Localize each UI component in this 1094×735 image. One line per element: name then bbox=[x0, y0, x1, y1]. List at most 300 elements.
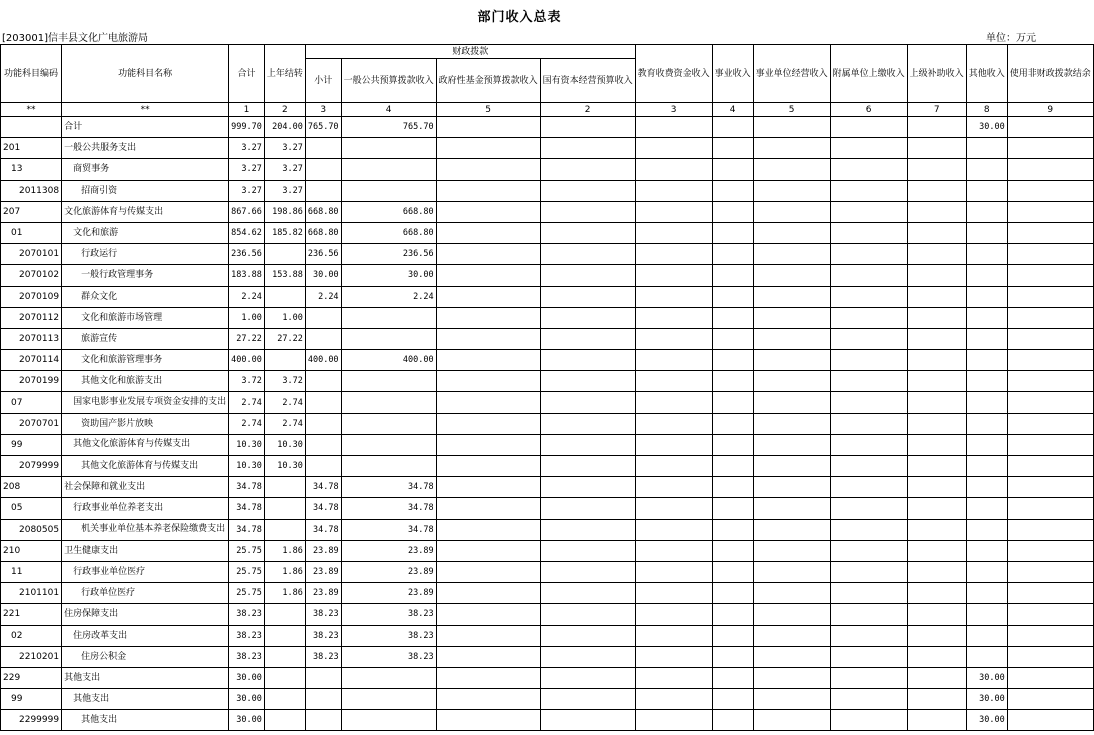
cell-non-fiscal bbox=[1007, 710, 1093, 731]
cell-carry bbox=[264, 604, 305, 625]
cell-operation bbox=[753, 540, 830, 561]
cell-total: 2.74 bbox=[229, 413, 265, 434]
cell-other: 30.00 bbox=[966, 710, 1007, 731]
cell-affiliate bbox=[830, 413, 907, 434]
cell-edu-fee bbox=[635, 371, 712, 392]
cell-subtotal: 38.23 bbox=[305, 604, 341, 625]
cell-state-capital bbox=[540, 604, 635, 625]
cell-fund bbox=[436, 456, 540, 477]
cell-carry bbox=[264, 625, 305, 646]
header-other: 其他收入 bbox=[966, 45, 1007, 103]
cell-name: 文化和旅游 bbox=[62, 222, 229, 243]
cell-non-fiscal bbox=[1007, 201, 1093, 222]
cell-affiliate bbox=[830, 350, 907, 371]
table-row bbox=[1, 434, 1094, 455]
cell-non-fiscal bbox=[1007, 392, 1093, 413]
cell-non-fiscal bbox=[1007, 456, 1093, 477]
cell-code: 221 bbox=[1, 604, 62, 625]
cell-state-capital bbox=[540, 244, 635, 265]
cell-other bbox=[966, 477, 1007, 498]
cell-total: 3.27 bbox=[229, 138, 265, 159]
cell-state-capital bbox=[540, 646, 635, 667]
cell-operation bbox=[753, 583, 830, 604]
cell-other bbox=[966, 583, 1007, 604]
cell-other bbox=[966, 244, 1007, 265]
cell-fund bbox=[436, 689, 540, 710]
cell-fund bbox=[436, 434, 540, 455]
cell-name: 其他文化旅游体育与传媒支出 bbox=[62, 434, 229, 455]
cell-business bbox=[712, 328, 753, 349]
cell-non-fiscal bbox=[1007, 286, 1093, 307]
cell-total: 30.00 bbox=[229, 667, 265, 688]
cell-code: 05 bbox=[1, 498, 62, 519]
cell-name: 群众文化 bbox=[62, 286, 229, 307]
cell-carry: 1.86 bbox=[264, 583, 305, 604]
cell-other bbox=[966, 286, 1007, 307]
header-business: 事业收入 bbox=[712, 45, 753, 103]
cell-other bbox=[966, 350, 1007, 371]
cell-name: 国家电影事业发展专项资金安排的支出 bbox=[62, 392, 229, 413]
cell-business bbox=[712, 180, 753, 201]
cell-total: 3.27 bbox=[229, 159, 265, 180]
cell-name: 资助国产影片放映 bbox=[62, 413, 229, 434]
cell-fund bbox=[436, 307, 540, 328]
cell-code: 07 bbox=[1, 392, 62, 413]
cell-superior bbox=[907, 710, 966, 731]
header-state-capital: 国有资本经营预算收入 bbox=[540, 59, 635, 103]
cell-business bbox=[712, 307, 753, 328]
table-row bbox=[1, 667, 1094, 688]
cell-operation bbox=[753, 646, 830, 667]
cell-total: 854.62 bbox=[229, 222, 265, 243]
cell-subtotal: 23.89 bbox=[305, 583, 341, 604]
column-index-cell: 5 bbox=[436, 103, 540, 117]
cell-superior bbox=[907, 328, 966, 349]
cell-non-fiscal bbox=[1007, 350, 1093, 371]
cell-carry: 10.30 bbox=[264, 456, 305, 477]
cell-state-capital bbox=[540, 540, 635, 561]
cell-carry bbox=[264, 667, 305, 688]
cell-subtotal bbox=[305, 328, 341, 349]
header-general: 一般公共预算拨款收入 bbox=[341, 59, 436, 103]
cell-superior bbox=[907, 625, 966, 646]
table-row bbox=[1, 244, 1094, 265]
cell-code: 01 bbox=[1, 222, 62, 243]
table-row bbox=[1, 159, 1094, 180]
cell-superior bbox=[907, 667, 966, 688]
cell-affiliate bbox=[830, 583, 907, 604]
cell-edu-fee bbox=[635, 244, 712, 265]
cell-total: 25.75 bbox=[229, 540, 265, 561]
cell-fund bbox=[436, 222, 540, 243]
cell-state-capital bbox=[540, 286, 635, 307]
cell-code: 201 bbox=[1, 138, 62, 159]
cell-total: 38.23 bbox=[229, 625, 265, 646]
cell-operation bbox=[753, 244, 830, 265]
organization-label: [203001]信丰县文化广电旅游局 bbox=[2, 33, 148, 44]
cell-affiliate bbox=[830, 710, 907, 731]
column-index-cell: 6 bbox=[830, 103, 907, 117]
cell-general: 38.23 bbox=[341, 625, 436, 646]
cell-state-capital bbox=[540, 561, 635, 582]
cell-carry: 1.86 bbox=[264, 540, 305, 561]
cell-carry bbox=[264, 477, 305, 498]
cell-fund bbox=[436, 328, 540, 349]
table-row bbox=[1, 456, 1094, 477]
cell-affiliate bbox=[830, 159, 907, 180]
cell-fund bbox=[436, 138, 540, 159]
cell-operation bbox=[753, 689, 830, 710]
cell-edu-fee bbox=[635, 689, 712, 710]
cell-fund bbox=[436, 498, 540, 519]
cell-total: 34.78 bbox=[229, 519, 265, 540]
cell-superior bbox=[907, 244, 966, 265]
column-index-cell: 9 bbox=[1007, 103, 1093, 117]
cell-operation bbox=[753, 667, 830, 688]
cell-other: 30.00 bbox=[966, 689, 1007, 710]
column-index-cell: 5 bbox=[753, 103, 830, 117]
cell-affiliate bbox=[830, 498, 907, 519]
table-row bbox=[1, 561, 1094, 582]
cell-subtotal bbox=[305, 180, 341, 201]
cell-general: 38.23 bbox=[341, 604, 436, 625]
cell-total: 999.70 bbox=[229, 117, 265, 138]
cell-code: 2070113 bbox=[1, 328, 62, 349]
column-index-cell: 4 bbox=[712, 103, 753, 117]
cell-general bbox=[341, 413, 436, 434]
cell-non-fiscal bbox=[1007, 138, 1093, 159]
cell-general: 34.78 bbox=[341, 477, 436, 498]
cell-edu-fee bbox=[635, 519, 712, 540]
cell-code: 2070112 bbox=[1, 307, 62, 328]
cell-business bbox=[712, 222, 753, 243]
column-index-cell: 3 bbox=[635, 103, 712, 117]
cell-business bbox=[712, 477, 753, 498]
cell-general: 30.00 bbox=[341, 265, 436, 286]
table-row bbox=[1, 117, 1094, 138]
cell-name: 机关事业单位基本养老保险缴费支出 bbox=[62, 519, 229, 540]
cell-code: 2070101 bbox=[1, 244, 62, 265]
cell-carry bbox=[264, 498, 305, 519]
cell-name: 招商引资 bbox=[62, 180, 229, 201]
cell-code: 02 bbox=[1, 625, 62, 646]
cell-subtotal: 23.89 bbox=[305, 540, 341, 561]
cell-non-fiscal bbox=[1007, 117, 1093, 138]
cell-non-fiscal bbox=[1007, 625, 1093, 646]
cell-edu-fee bbox=[635, 710, 712, 731]
cell-superior bbox=[907, 222, 966, 243]
cell-general: 2.24 bbox=[341, 286, 436, 307]
cell-business bbox=[712, 371, 753, 392]
cell-non-fiscal bbox=[1007, 646, 1093, 667]
cell-business bbox=[712, 265, 753, 286]
cell-other bbox=[966, 307, 1007, 328]
cell-state-capital bbox=[540, 328, 635, 349]
cell-total: 10.30 bbox=[229, 456, 265, 477]
cell-edu-fee bbox=[635, 117, 712, 138]
cell-state-capital bbox=[540, 180, 635, 201]
cell-edu-fee bbox=[635, 265, 712, 286]
cell-carry bbox=[264, 519, 305, 540]
cell-other bbox=[966, 456, 1007, 477]
cell-affiliate bbox=[830, 265, 907, 286]
cell-total: 3.72 bbox=[229, 371, 265, 392]
cell-operation bbox=[753, 456, 830, 477]
cell-other: 30.00 bbox=[966, 117, 1007, 138]
cell-total: 2.24 bbox=[229, 286, 265, 307]
cell-name: 住房保障支出 bbox=[62, 604, 229, 625]
cell-name: 住房改革支出 bbox=[62, 625, 229, 646]
cell-state-capital bbox=[540, 689, 635, 710]
cell-name: 商贸事务 bbox=[62, 159, 229, 180]
cell-general bbox=[341, 307, 436, 328]
header-non-fiscal: 使用非财政拨款结余 bbox=[1007, 45, 1093, 103]
table-row bbox=[1, 392, 1094, 413]
cell-subtotal: 34.78 bbox=[305, 498, 341, 519]
header-subtotal: 小计 bbox=[305, 59, 341, 103]
column-index-cell: 8 bbox=[966, 103, 1007, 117]
cell-state-capital bbox=[540, 625, 635, 646]
cell-operation bbox=[753, 392, 830, 413]
cell-business bbox=[712, 244, 753, 265]
cell-business bbox=[712, 561, 753, 582]
cell-code: 2101101 bbox=[1, 583, 62, 604]
cell-name: 其他文化旅游体育与传媒支出 bbox=[62, 456, 229, 477]
cell-carry: 185.82 bbox=[264, 222, 305, 243]
cell-fund bbox=[436, 604, 540, 625]
cell-general: 236.56 bbox=[341, 244, 436, 265]
cell-business bbox=[712, 646, 753, 667]
cell-affiliate bbox=[830, 201, 907, 222]
cell-superior bbox=[907, 519, 966, 540]
cell-state-capital bbox=[540, 710, 635, 731]
cell-operation bbox=[753, 286, 830, 307]
cell-other bbox=[966, 180, 1007, 201]
cell-fund bbox=[436, 371, 540, 392]
cell-state-capital bbox=[540, 667, 635, 688]
cell-affiliate bbox=[830, 328, 907, 349]
table-row bbox=[1, 646, 1094, 667]
header-affiliate: 附属单位上缴收入 bbox=[830, 45, 907, 103]
cell-affiliate bbox=[830, 519, 907, 540]
cell-name: 其他支出 bbox=[62, 667, 229, 688]
cell-affiliate bbox=[830, 222, 907, 243]
cell-code: 208 bbox=[1, 477, 62, 498]
header-fund: 政府性基金预算拨款收入 bbox=[436, 59, 540, 103]
cell-state-capital bbox=[540, 307, 635, 328]
cell-business bbox=[712, 413, 753, 434]
cell-affiliate bbox=[830, 392, 907, 413]
cell-superior bbox=[907, 201, 966, 222]
cell-code: 13 bbox=[1, 159, 62, 180]
cell-carry bbox=[264, 646, 305, 667]
cell-name: 其他支出 bbox=[62, 689, 229, 710]
cell-subtotal: 30.00 bbox=[305, 265, 341, 286]
cell-fund bbox=[436, 117, 540, 138]
cell-business bbox=[712, 710, 753, 731]
cell-business bbox=[712, 350, 753, 371]
cell-name: 行政事业单位医疗 bbox=[62, 561, 229, 582]
cell-name: 文化和旅游市场管理 bbox=[62, 307, 229, 328]
cell-other bbox=[966, 561, 1007, 582]
cell-total: 400.00 bbox=[229, 350, 265, 371]
table-row bbox=[1, 583, 1094, 604]
cell-affiliate bbox=[830, 477, 907, 498]
column-index-cell: 2 bbox=[540, 103, 635, 117]
cell-general: 765.70 bbox=[341, 117, 436, 138]
cell-code bbox=[1, 117, 62, 138]
cell-state-capital bbox=[540, 519, 635, 540]
cell-general: 23.89 bbox=[341, 540, 436, 561]
cell-fund bbox=[436, 561, 540, 582]
cell-subtotal bbox=[305, 159, 341, 180]
cell-general: 23.89 bbox=[341, 583, 436, 604]
cell-edu-fee bbox=[635, 477, 712, 498]
cell-business bbox=[712, 201, 753, 222]
cell-state-capital bbox=[540, 159, 635, 180]
table-row bbox=[1, 307, 1094, 328]
cell-name: 其他支出 bbox=[62, 710, 229, 731]
cell-state-capital bbox=[540, 583, 635, 604]
cell-name: 行政事业单位养老支出 bbox=[62, 498, 229, 519]
cell-total: 27.22 bbox=[229, 328, 265, 349]
cell-superior bbox=[907, 561, 966, 582]
cell-code: 2079999 bbox=[1, 456, 62, 477]
cell-code: 207 bbox=[1, 201, 62, 222]
cell-name: 一般公共服务支出 bbox=[62, 138, 229, 159]
cell-subtotal bbox=[305, 689, 341, 710]
cell-fund bbox=[436, 350, 540, 371]
cell-state-capital bbox=[540, 456, 635, 477]
cell-operation bbox=[753, 350, 830, 371]
cell-fund bbox=[436, 477, 540, 498]
cell-non-fiscal bbox=[1007, 689, 1093, 710]
cell-subtotal bbox=[305, 710, 341, 731]
cell-general: 668.80 bbox=[341, 222, 436, 243]
cell-non-fiscal bbox=[1007, 180, 1093, 201]
table-row bbox=[1, 371, 1094, 392]
cell-subtotal: 668.80 bbox=[305, 222, 341, 243]
cell-other bbox=[966, 498, 1007, 519]
cell-other bbox=[966, 540, 1007, 561]
cell-fund bbox=[436, 540, 540, 561]
cell-affiliate bbox=[830, 646, 907, 667]
cell-edu-fee bbox=[635, 498, 712, 519]
cell-subtotal bbox=[305, 392, 341, 413]
header-edu-fee: 教育收费资金收入 bbox=[635, 45, 712, 103]
cell-carry: 3.72 bbox=[264, 371, 305, 392]
cell-subtotal: 23.89 bbox=[305, 561, 341, 582]
cell-superior bbox=[907, 286, 966, 307]
cell-edu-fee bbox=[635, 540, 712, 561]
cell-carry: 1.00 bbox=[264, 307, 305, 328]
cell-carry: 10.30 bbox=[264, 434, 305, 455]
cell-total: 34.78 bbox=[229, 477, 265, 498]
table-row bbox=[1, 540, 1094, 561]
cell-code: 2070102 bbox=[1, 265, 62, 286]
cell-subtotal: 668.80 bbox=[305, 201, 341, 222]
cell-superior bbox=[907, 138, 966, 159]
cell-state-capital bbox=[540, 434, 635, 455]
cell-total: 183.88 bbox=[229, 265, 265, 286]
cell-affiliate bbox=[830, 286, 907, 307]
cell-other bbox=[966, 519, 1007, 540]
cell-subtotal: 38.23 bbox=[305, 646, 341, 667]
cell-other bbox=[966, 413, 1007, 434]
table-row bbox=[1, 201, 1094, 222]
cell-edu-fee bbox=[635, 159, 712, 180]
cell-other bbox=[966, 625, 1007, 646]
table-row bbox=[1, 604, 1094, 625]
cell-operation bbox=[753, 710, 830, 731]
cell-edu-fee bbox=[635, 307, 712, 328]
cell-operation bbox=[753, 180, 830, 201]
cell-subtotal bbox=[305, 138, 341, 159]
cell-non-fiscal bbox=[1007, 583, 1093, 604]
cell-carry: 3.27 bbox=[264, 180, 305, 201]
cell-other bbox=[966, 371, 1007, 392]
page-title: 部门收入总表 bbox=[477, 10, 562, 25]
column-index-cell: 1 bbox=[229, 103, 265, 117]
cell-fund bbox=[436, 710, 540, 731]
cell-total: 38.23 bbox=[229, 646, 265, 667]
cell-total: 30.00 bbox=[229, 710, 265, 731]
cell-other bbox=[966, 222, 1007, 243]
cell-affiliate bbox=[830, 117, 907, 138]
header-superior: 上级补助收入 bbox=[907, 45, 966, 103]
cell-superior bbox=[907, 180, 966, 201]
column-index-cell: 2 bbox=[264, 103, 305, 117]
table-row bbox=[1, 222, 1094, 243]
header-total: 合计 bbox=[229, 45, 265, 103]
cell-name: 合计 bbox=[62, 117, 229, 138]
cell-fund bbox=[436, 392, 540, 413]
cell-subtotal bbox=[305, 434, 341, 455]
cell-edu-fee bbox=[635, 328, 712, 349]
cell-general bbox=[341, 689, 436, 710]
cell-affiliate bbox=[830, 434, 907, 455]
cell-non-fiscal bbox=[1007, 519, 1093, 540]
cell-general bbox=[341, 371, 436, 392]
cell-other bbox=[966, 392, 1007, 413]
cell-affiliate bbox=[830, 625, 907, 646]
cell-total: 867.66 bbox=[229, 201, 265, 222]
cell-subtotal: 765.70 bbox=[305, 117, 341, 138]
table-row bbox=[1, 625, 1094, 646]
cell-state-capital bbox=[540, 201, 635, 222]
cell-other bbox=[966, 328, 1007, 349]
cell-carry: 3.27 bbox=[264, 159, 305, 180]
cell-name: 社会保障和就业支出 bbox=[62, 477, 229, 498]
cell-name: 文化和旅游管理事务 bbox=[62, 350, 229, 371]
cell-code: 99 bbox=[1, 689, 62, 710]
cell-carry: 1.86 bbox=[264, 561, 305, 582]
cell-affiliate bbox=[830, 307, 907, 328]
cell-business bbox=[712, 498, 753, 519]
cell-superior bbox=[907, 477, 966, 498]
cell-general: 23.89 bbox=[341, 561, 436, 582]
cell-code: 2299999 bbox=[1, 710, 62, 731]
cell-general bbox=[341, 456, 436, 477]
column-index-cell: ** bbox=[1, 103, 62, 117]
cell-other bbox=[966, 201, 1007, 222]
cell-carry bbox=[264, 350, 305, 371]
cell-operation bbox=[753, 519, 830, 540]
cell-business bbox=[712, 667, 753, 688]
cell-code: 210 bbox=[1, 540, 62, 561]
income-summary-table bbox=[0, 44, 1094, 731]
cell-general bbox=[341, 138, 436, 159]
